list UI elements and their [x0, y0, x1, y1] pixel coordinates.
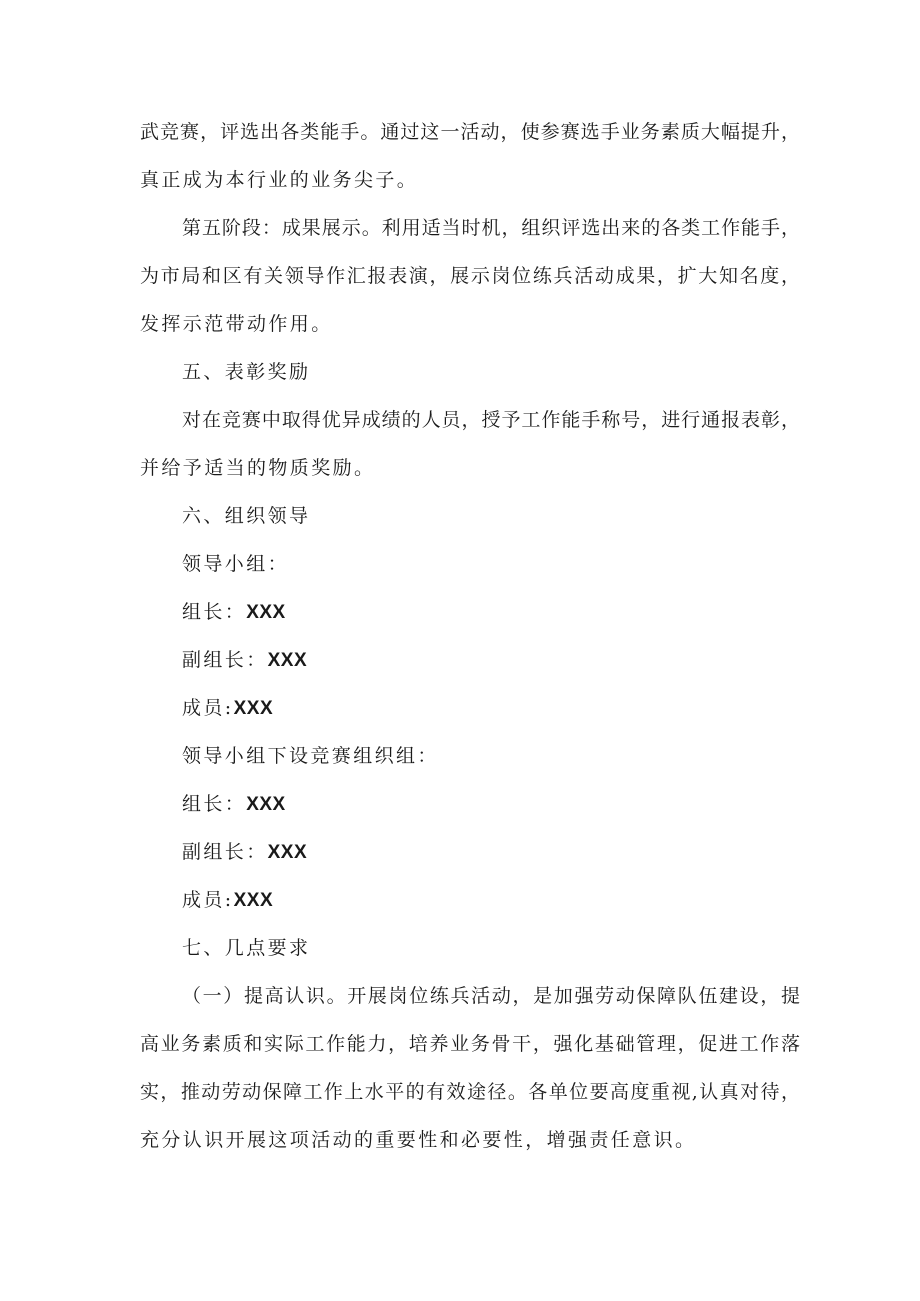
paragraph-line: 对在竞赛中取得优异成绩的人员，授予工作能手称号，进行通报表彰，	[182, 409, 800, 431]
section-heading: 五、表彰奖励	[182, 361, 311, 383]
section-heading: 七、几点要求	[182, 937, 311, 959]
paragraph-line: 真正成为本行业的业务尖子。	[140, 169, 419, 191]
role-name: XXX	[246, 602, 286, 623]
role-name: XXX	[267, 842, 308, 863]
member-line	[182, 838, 800, 867]
role-label: 成员:	[182, 697, 234, 719]
role-name: XXX	[233, 698, 274, 719]
member-line	[182, 790, 800, 819]
paragraph-line: 并给予适当的物质奖励。	[140, 457, 376, 479]
role-label: 副组长：	[182, 841, 268, 863]
paragraph-line: （一）提高认识。开展岗位练兵活动，是加强劳动保障队伍建设，提	[182, 985, 800, 1007]
section-heading: 六、组织领导	[182, 505, 311, 527]
member-line	[182, 646, 800, 675]
paragraph-line: 发挥示范带动作用。	[140, 313, 333, 335]
role-label: 组长：	[182, 601, 247, 623]
list-heading: 领导小组下设竞赛组织组：	[182, 745, 439, 767]
paragraph-line: 实，推动劳动保障工作上水平的有效途径。各单位要高度重视,认真对待，	[140, 1081, 800, 1103]
member-line	[182, 886, 800, 915]
paragraph-line: 武竞赛，评选出各类能手。通过这一活动，使参赛选手业务素质大幅提升，	[140, 121, 800, 143]
list-heading: 领导小组：	[182, 553, 290, 575]
paragraph-line: 充分认识开展这项活动的重要性和必要性，增强责任意识。	[140, 1129, 697, 1151]
role-label: 成员:	[182, 889, 234, 911]
role-name: XXX	[246, 794, 286, 815]
paragraph-line: 第五阶段：成果展示。利用适当时机，组织评选出来的各类工作能手，	[182, 217, 800, 239]
member-line	[182, 598, 800, 627]
member-line	[182, 694, 800, 723]
role-name: XXX	[267, 650, 308, 671]
role-label: 组长：	[182, 793, 247, 815]
paragraph-line: 高业务素质和实际工作能力，培养业务骨干，强化基础管理，促进工作落	[140, 1033, 800, 1055]
role-name: XXX	[233, 890, 274, 911]
paragraph-line: 为市局和区有关领导作汇报表演，展示岗位练兵活动成果，扩大知名度，	[140, 265, 800, 287]
role-label: 副组长：	[182, 649, 268, 671]
